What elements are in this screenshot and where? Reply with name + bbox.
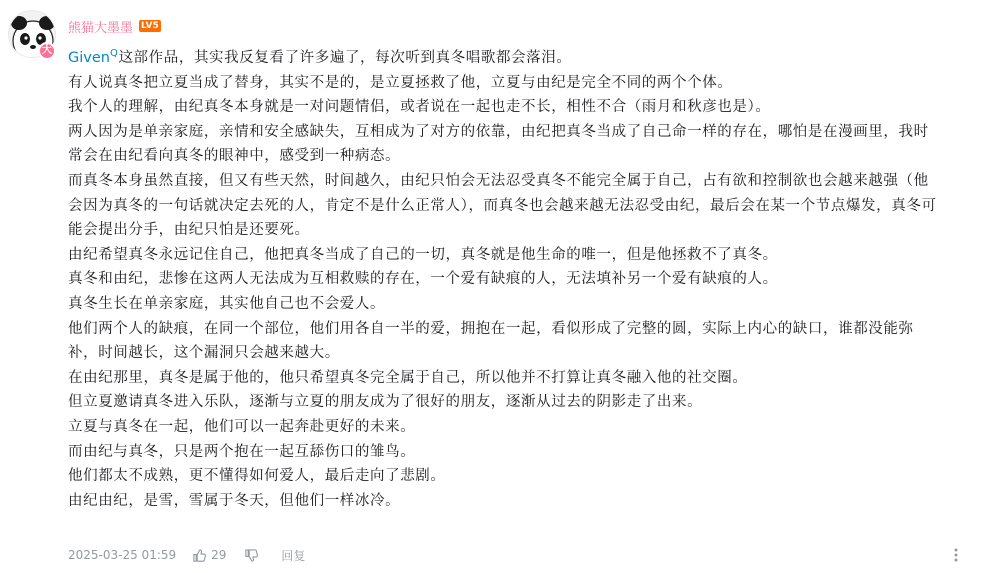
comment-line: 能会提出分手，由纪只怕是还要死。 xyxy=(68,222,310,239)
thumbs-up-icon xyxy=(192,548,207,563)
comment-line: 我个人的理解，由纪真冬本身就是一对问题情侣，或者说在一起也走不长，相性不合（雨月和秋彦也是）。 xyxy=(68,99,771,116)
comment-line: 两人因为是单亲家庭，亲情和安全感缺失，互相成为了对方的依靠，由纪把真冬当成了自己命一样的存在，哪怕是在漫画里，我时 xyxy=(68,123,929,140)
comment-line: 他们两个人的缺痕，在同一个部位，他们用各自一半的爱，拥抱在一起，看似形成了完整的圆，实际上内心的缺口，谁都没能弥 xyxy=(68,320,914,337)
avatar-badge: 大 xyxy=(38,42,56,60)
comment-line: 会因为真冬的一句话就决定去死的人，肯定不是什么正常人），而真冬也会越来越无法忍受由纪，最后会在某一个节点爆发，真冬可 xyxy=(68,197,937,214)
comment-footer xyxy=(68,546,978,564)
search-mention-icon[interactable]: Q xyxy=(109,48,119,60)
comment-line xyxy=(68,46,988,71)
thumbs-down-icon xyxy=(244,548,259,563)
comment-line: 有人说真冬把立夏当成了替身，其实不是的，是立夏拯救了他，立夏与由纪是完全不同的两个个体。 xyxy=(68,74,733,91)
comment-line-text: 这部作品，其实我反复看了许多遍了，每次听到真冬唱歌都会落泪。 xyxy=(118,50,572,66)
level-badge: LV5 xyxy=(141,21,159,31)
comment-line: 在由纪那里，真冬是属于他的，他只希望真冬完全属于自己，所以他并不打算让真冬融入他的社交圈。 xyxy=(68,369,748,386)
comment-line: 由纪由纪，是雪，雪属于冬天，但他们一样冰冷。 xyxy=(68,492,401,509)
comment-line: 他们都太不成熟，更不懂得如何爱人，最后走向了悲剧。 xyxy=(68,468,446,485)
comment-line: 真冬和由纪，悲惨在这两人无法成为互相救赎的存在，一个爱有缺痕的人，无法填补另一个爱有缺痕的人。 xyxy=(68,271,778,288)
dislike-button[interactable] xyxy=(244,548,259,563)
more-vertical-icon xyxy=(954,548,958,562)
comment-content xyxy=(68,46,988,513)
more-button[interactable] xyxy=(948,546,964,564)
comment-line: 由纪希望真冬永远记住自己，他把真冬当成了自己的一切，真冬就是他生命的唯一，但是他拯救不了真冬。 xyxy=(68,246,778,263)
comment-line: 但立夏邀请真冬进入乐队，逐渐与立夏的朋友成为了很好的朋友，逐渐从过去的阴影走了出来。 xyxy=(68,394,703,411)
comment-line: 而真冬本身虽然直接，但又有些天然，时间越久，由纪只怕会无法忍受真冬不能完全属于自己，占有欲和控制欲也会越来越强（他 xyxy=(68,172,929,189)
reply-button[interactable]: 回复 xyxy=(281,548,306,563)
user-info xyxy=(68,16,161,36)
comment-line: 真冬生长在单亲家庭，其实他自己也不会爱人。 xyxy=(68,295,386,312)
comment-line: 补，时间越长，这个漏洞只会越来越大。 xyxy=(68,345,340,362)
username[interactable]: 熊猫大墨墨 xyxy=(68,20,134,36)
comment-line: 而由纪与真冬，只是两个抱在一起互舔伤口的雏鸟。 xyxy=(68,443,416,460)
like-button[interactable] xyxy=(192,548,226,563)
comment-line: 立夏与真冬在一起，他们可以一起奔赴更好的未来。 xyxy=(68,418,416,435)
like-count: 29 xyxy=(211,548,227,562)
comment-line: 常会在由纪看向真冬的眼神中，感受到一种病态。 xyxy=(68,148,401,165)
timestamp: 2025-03-25 01:59 xyxy=(68,548,177,562)
mention-link[interactable]: Given xyxy=(68,50,110,66)
